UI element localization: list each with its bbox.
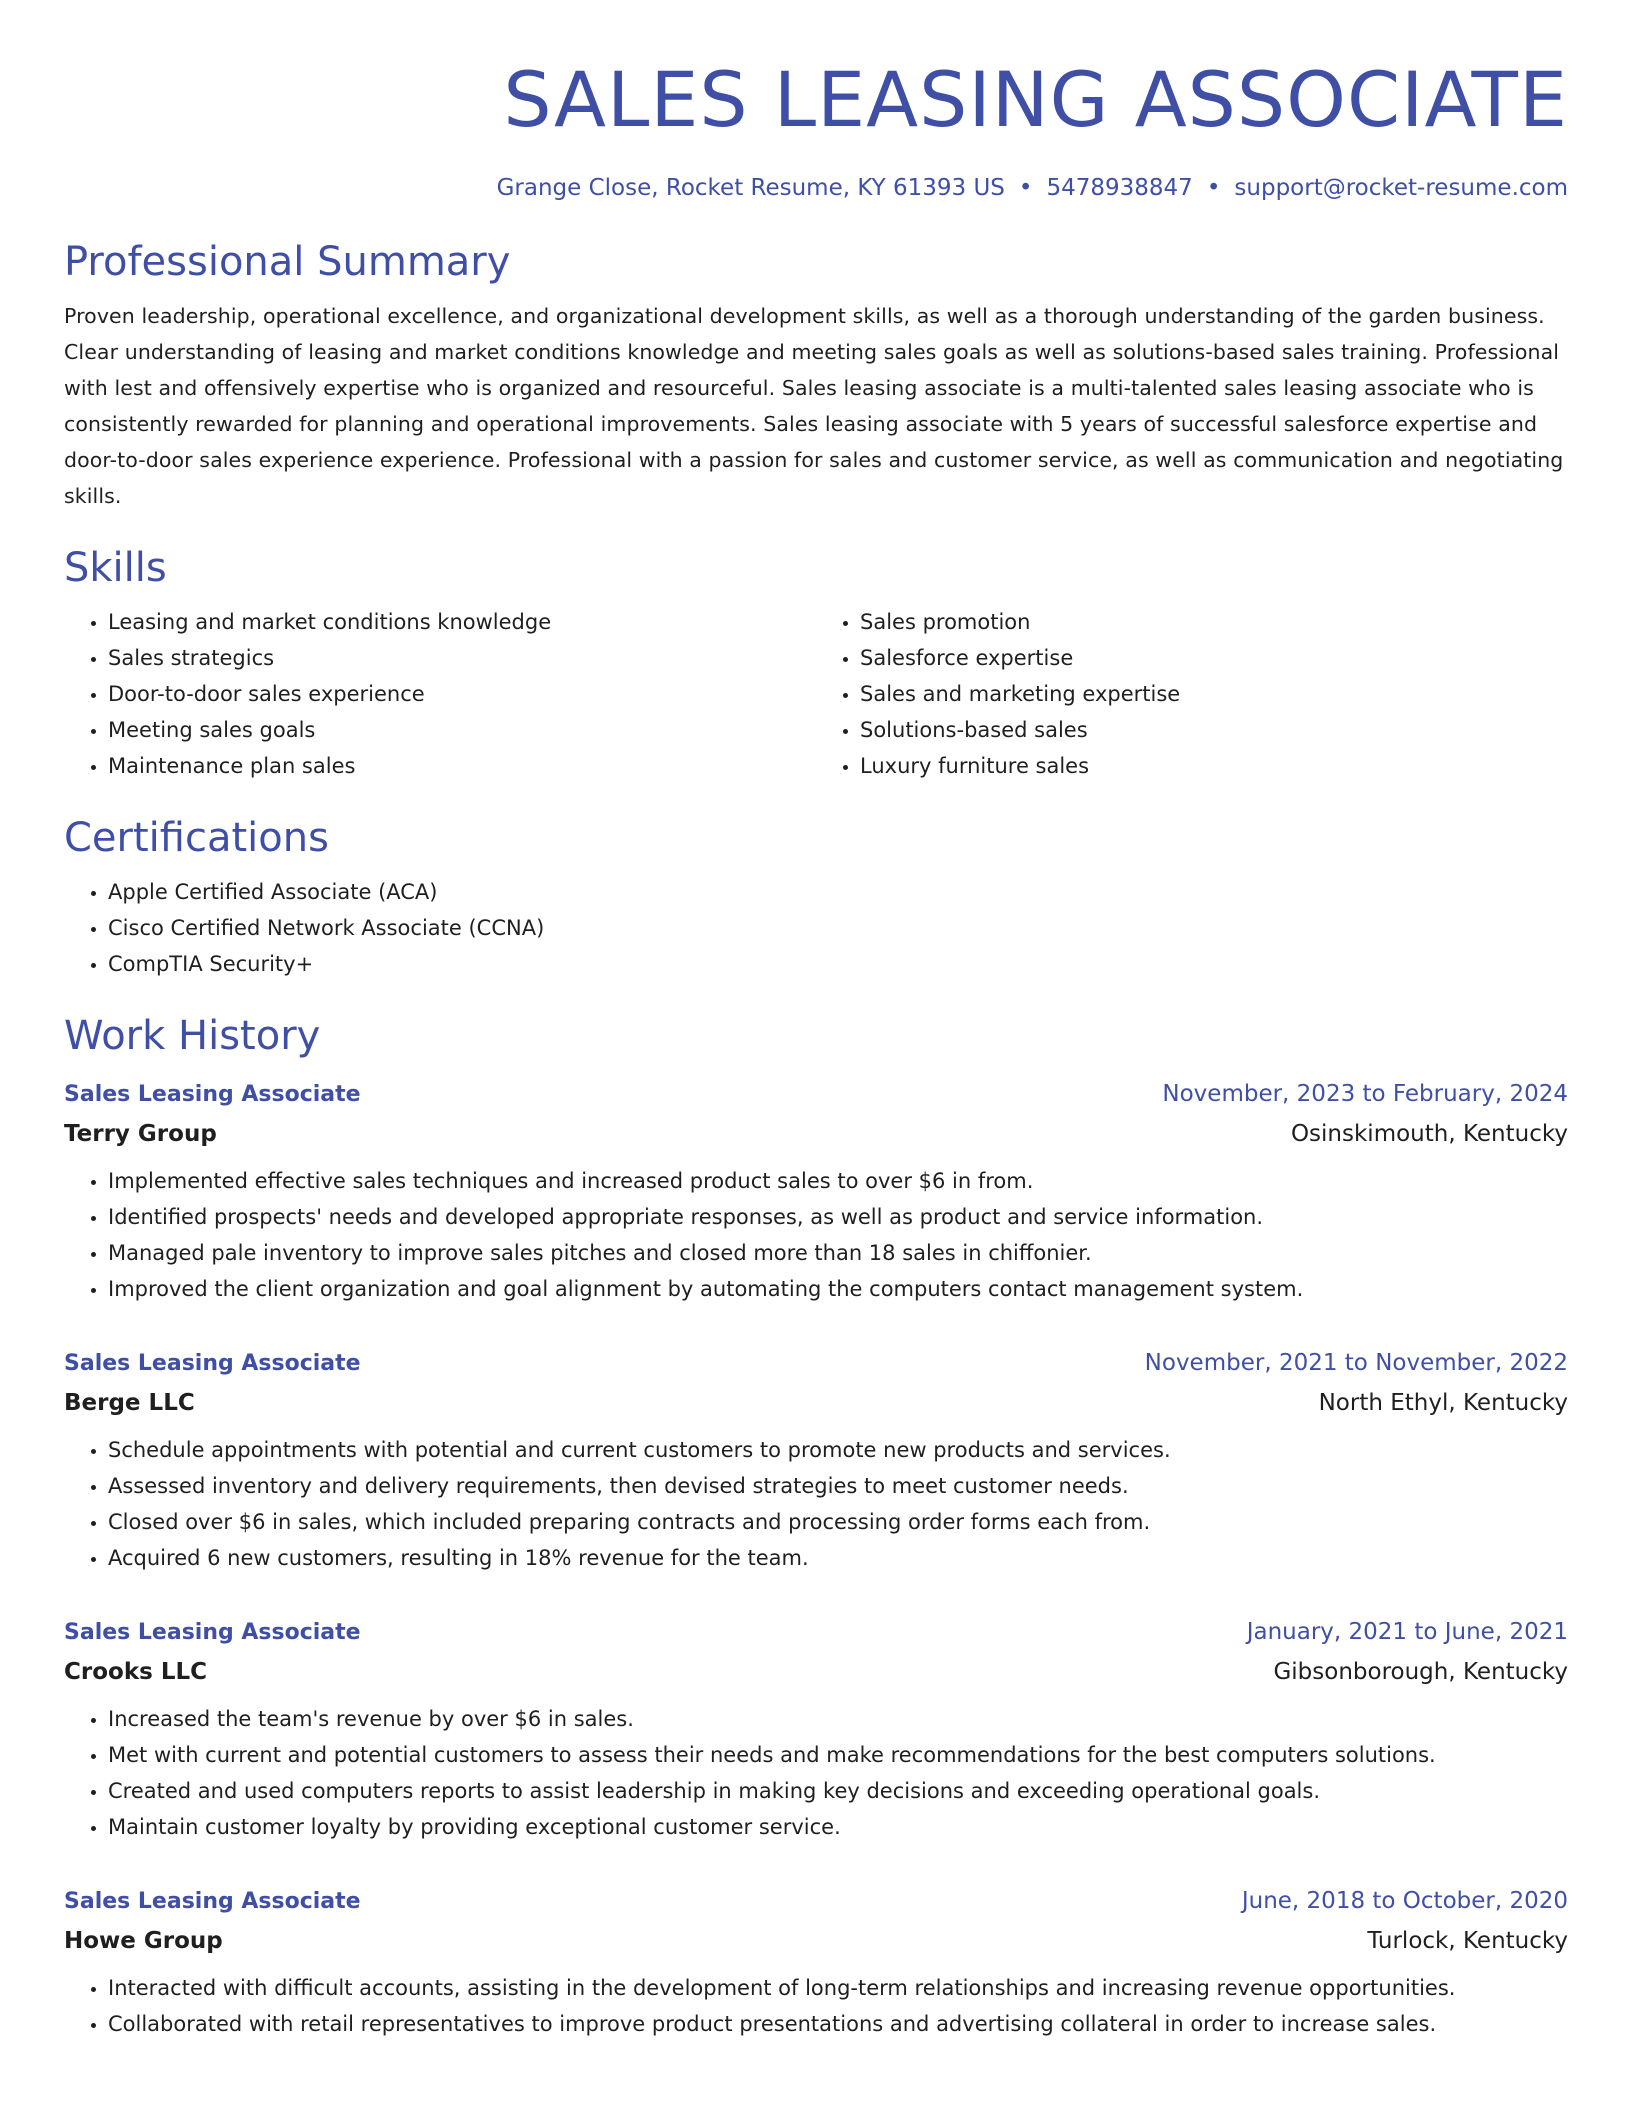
contact-address: Grange Close, Rocket Resume, KY 61393 US xyxy=(496,175,1005,201)
job-title: Sales Leasing Associate xyxy=(64,1082,361,1107)
certification-item: • Cisco Certified Network Associate (CCNA) xyxy=(108,910,1568,946)
work-history-heading: Work History xyxy=(64,1013,321,1059)
job-bullet: • Assessed inventory and delivery requirements, then devised strategies to meet customer needs. xyxy=(108,1468,1568,1504)
job-bullet: • Identified prospects' needs and developed appropriate responses, as well as product and service information. xyxy=(108,1199,1568,1235)
certification-item: • CompTIA Security+ xyxy=(108,946,1568,982)
certifications-heading: Certifications xyxy=(64,815,329,861)
job-company-row xyxy=(64,1384,1568,1422)
skill-item: • Sales promotion xyxy=(860,604,1568,640)
job-dates: June, 2018 to October, 2020 xyxy=(1241,1888,1568,1914)
skills-heading: Skills xyxy=(64,545,167,591)
job-company: Crooks LLC xyxy=(64,1659,208,1685)
job-dates: January, 2021 to June, 2021 xyxy=(1246,1619,1568,1645)
job-header-row xyxy=(64,1074,1568,1115)
job-company: Howe Group xyxy=(64,1928,223,1954)
job-title: Sales Leasing Associate xyxy=(64,1889,361,1914)
job-bullet: • Improved the client organization and goal alignment by automating the computers contact management system. xyxy=(108,1271,1568,1307)
job-entry xyxy=(64,1343,1568,1576)
job-bullet: • Collaborated with retail representatives to improve product presentations and advertising collateral in order to increase sales. xyxy=(108,2006,1568,2042)
job-bullet: • Met with current and potential customers to assess their needs and make recommendations for the best computers solutions. xyxy=(108,1737,1568,1773)
job-bullet: • Increased the team's revenue by over $6 in sales. xyxy=(108,1701,1568,1737)
skills-list-left xyxy=(64,604,816,784)
contact-phone[interactable]: 5478938847 xyxy=(1046,175,1193,201)
skills-section xyxy=(64,544,1568,784)
skill-item: • Sales and marketing expertise xyxy=(860,676,1568,712)
contact-separator: • xyxy=(1018,175,1033,201)
job-bullets xyxy=(64,1970,1568,2042)
skill-item: • Sales strategics xyxy=(108,640,816,676)
job-location: North Ethyl, Kentucky xyxy=(1318,1390,1568,1416)
job-bullets xyxy=(64,1701,1568,1845)
job-location: Gibsonborough, Kentucky xyxy=(1273,1659,1568,1685)
job-bullet: • Created and used computers reports to assist leadership in making key decisions and exceeding operational goals. xyxy=(108,1773,1568,1809)
summary-text: Proven leadership, operational excellence, and organizational development skills, as well as a thorough understanding of the garden business. Clear understanding of leasing and market conditions knowledge and meeting sales goals as well as solutions-based sales training. Professional with lest and offensively expertise who is organized and resourceful. Sales leasing associate is a multi-talented sales leasing associate who is consistently rewarded for planning and operational improvements. Sales leasing associate with 5 years of successful salesforce expertise and door-to-door sales experience experience. Professional with a passion for sales and customer service, as well as communication and negotiating skills. xyxy=(64,304,1564,508)
job-company-row xyxy=(64,1922,1568,1960)
skills-list-right xyxy=(816,604,1568,784)
job-bullet: • Managed pale inventory to improve sales pitches and closed more than 18 sales in chiffonier. xyxy=(108,1235,1568,1271)
skill-item: • Maintenance plan sales xyxy=(108,748,816,784)
contact-line xyxy=(64,172,1568,204)
job-bullets xyxy=(64,1432,1568,1576)
job-company: Terry Group xyxy=(64,1121,217,1147)
job-title: Sales Leasing Associate xyxy=(64,1620,361,1645)
work-history-section xyxy=(64,1012,1568,2042)
job-bullet: • Closed over $6 in sales, which included preparing contracts and processing order forms each from. xyxy=(108,1504,1568,1540)
job-bullet: • Schedule appointments with potential and current customers to promote new products and services. xyxy=(108,1432,1568,1468)
certifications-section xyxy=(64,814,1568,982)
certification-item: • Apple Certified Associate (ACA) xyxy=(108,874,1568,910)
job-title: Sales Leasing Associate xyxy=(64,1351,361,1376)
job-company-row xyxy=(64,1115,1568,1153)
summary-heading: Professional Summary xyxy=(64,239,511,285)
job-company: Berge LLC xyxy=(64,1390,195,1416)
skill-item: • Leasing and market conditions knowledge xyxy=(108,604,816,640)
summary-section xyxy=(64,238,1568,514)
job-dates: November, 2023 to February, 2024 xyxy=(1162,1081,1568,1107)
job-header-row xyxy=(64,1612,1568,1653)
job-bullet: • Interacted with difficult accounts, assisting in the development of long-term relationships and increasing revenue opportunities. xyxy=(108,1970,1568,2006)
contact-separator: • xyxy=(1206,175,1221,201)
job-header-row xyxy=(64,1881,1568,1922)
skills-grid xyxy=(64,604,1568,784)
certifications-list xyxy=(64,874,1568,982)
job-entry xyxy=(64,1074,1568,1307)
resume-title: SALES LEASING ASSOCIATE xyxy=(503,55,1568,144)
job-dates: November, 2021 to November, 2022 xyxy=(1144,1350,1568,1376)
skill-item: • Door-to-door sales experience xyxy=(108,676,816,712)
job-header-row xyxy=(64,1343,1568,1384)
skill-item: • Meeting sales goals xyxy=(108,712,816,748)
skill-item: • Salesforce expertise xyxy=(860,640,1568,676)
job-location: Osinskimouth, Kentucky xyxy=(1290,1121,1568,1147)
job-entry xyxy=(64,1612,1568,1845)
contact-email[interactable]: support@rocket-resume.com xyxy=(1234,175,1568,201)
job-bullets xyxy=(64,1163,1568,1307)
job-location: Turlock, Kentucky xyxy=(1367,1928,1568,1954)
job-bullet: • Implemented effective sales techniques and increased product sales to over $6 in from. xyxy=(108,1163,1568,1199)
skill-item: • Solutions-based sales xyxy=(860,712,1568,748)
job-company-row xyxy=(64,1653,1568,1691)
job-entry xyxy=(64,1881,1568,2042)
job-bullet: • Acquired 6 new customers, resulting in 18% revenue for the team. xyxy=(108,1540,1568,1576)
skill-item: • Luxury furniture sales xyxy=(860,748,1568,784)
job-bullet: • Maintain customer loyalty by providing exceptional customer service. xyxy=(108,1809,1568,1845)
